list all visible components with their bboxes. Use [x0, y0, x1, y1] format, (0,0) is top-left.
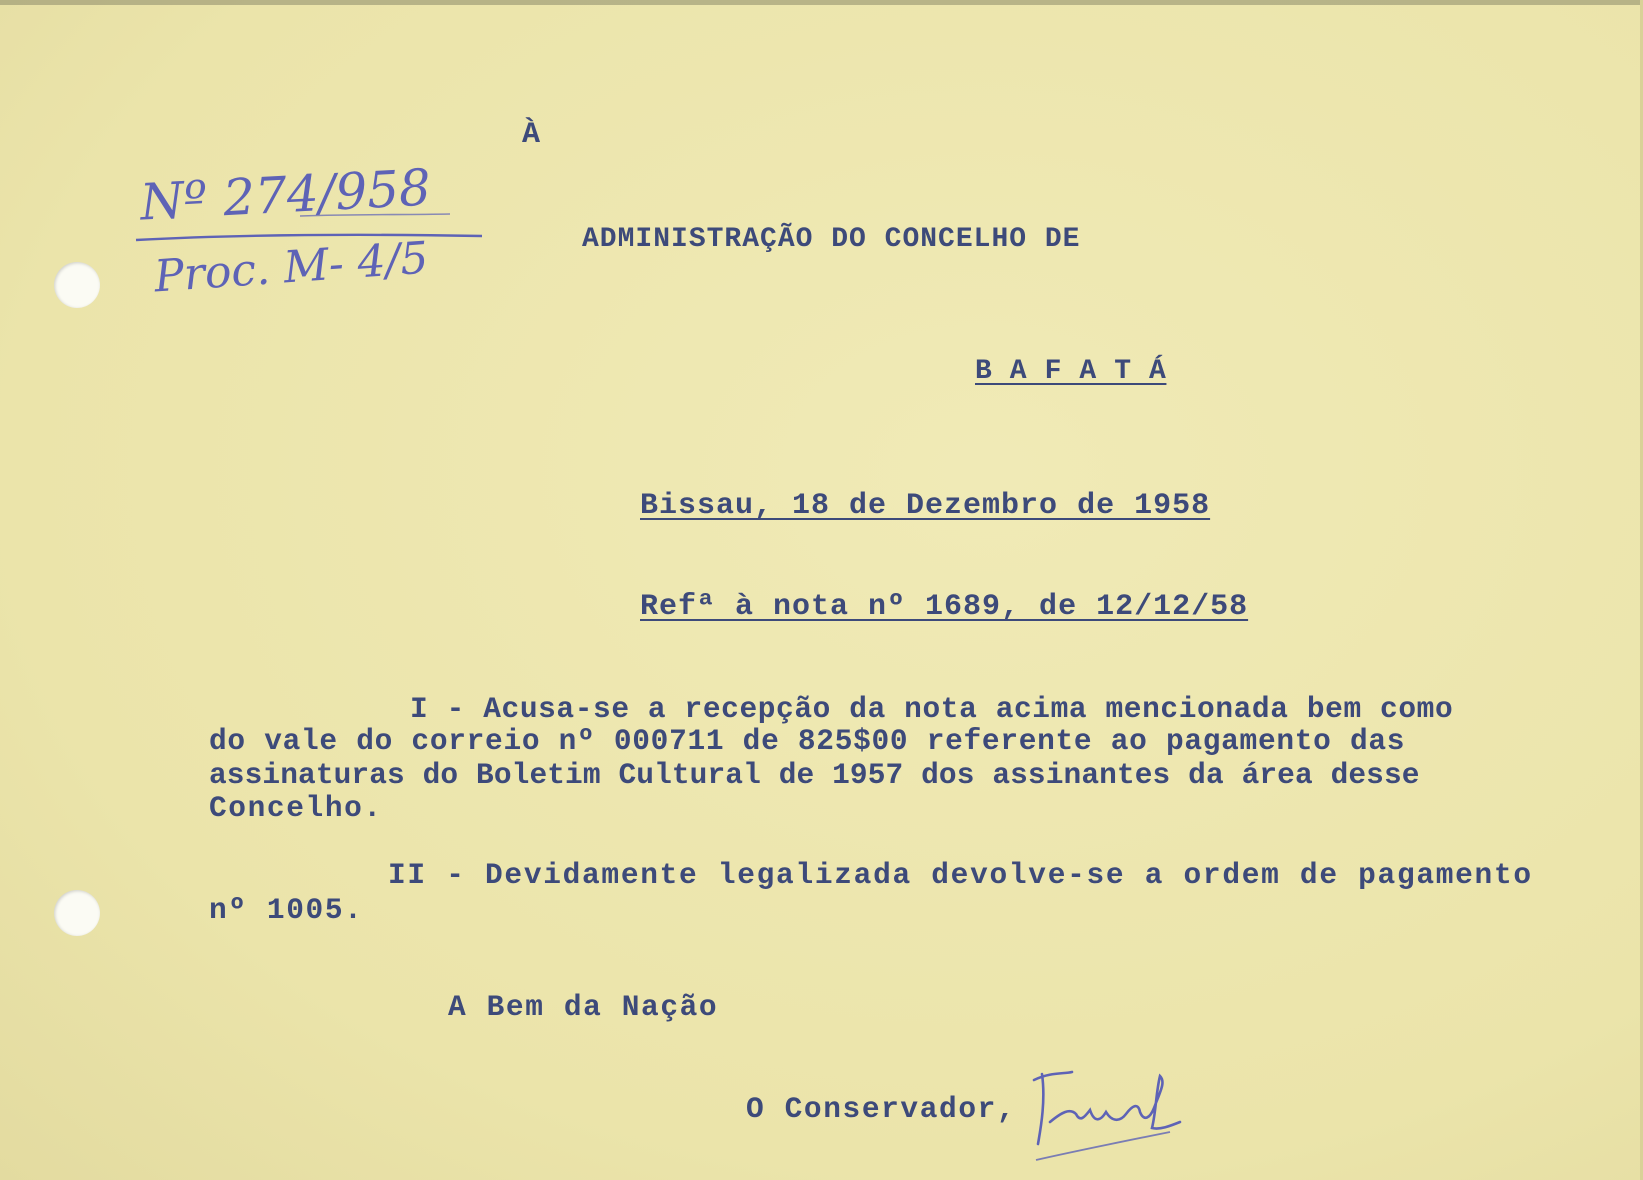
paper-top-edge: [0, 0, 1643, 5]
paragraph-2-line-2: nº 1005.: [209, 893, 364, 927]
handwritten-registration-note: [130, 158, 490, 328]
reference-line: Refª à nota nº 1689, de 12/12/58: [640, 590, 1249, 624]
punch-hole-top: [54, 262, 100, 308]
paragraph-1-line-1: I - Acusa-se a recepção da nota acima mencionada bem como: [410, 692, 1454, 726]
recipient-line-2: B A F A T Á: [975, 356, 1167, 387]
date-line: Bissau, 18 de Dezembro de 1958: [640, 489, 1211, 523]
closing-phrase: A Bem da Nação: [448, 990, 719, 1024]
handwritten-number: Nº 274/958: [138, 158, 433, 232]
paragraph-1-line-3: assinaturas do Boletim Cultural de 1957 dos assinantes da área desse: [209, 758, 1420, 792]
signature-icon: [1020, 1062, 1220, 1172]
paragraph-1-line-2: do vale do correio nº 000711 de 825$00 referente ao pagamento das: [209, 724, 1406, 758]
salutation: À: [522, 118, 542, 152]
handwritten-process-ref: Proc. M- 4/5: [152, 232, 430, 303]
paragraph-1-line-4: Concelho.: [209, 791, 383, 825]
recipient-line-1: ADMINISTRAÇÃO DO CONCELHO DE: [582, 224, 1081, 255]
paragraph-2-line-1: II - Devidamente legalizada devolve-se a ordem de pagamento: [388, 858, 1533, 892]
punch-hole-bottom: [54, 890, 100, 936]
handwritten-signature: [1020, 1062, 1220, 1172]
signatory-title: O Conservador,: [746, 1092, 1017, 1126]
